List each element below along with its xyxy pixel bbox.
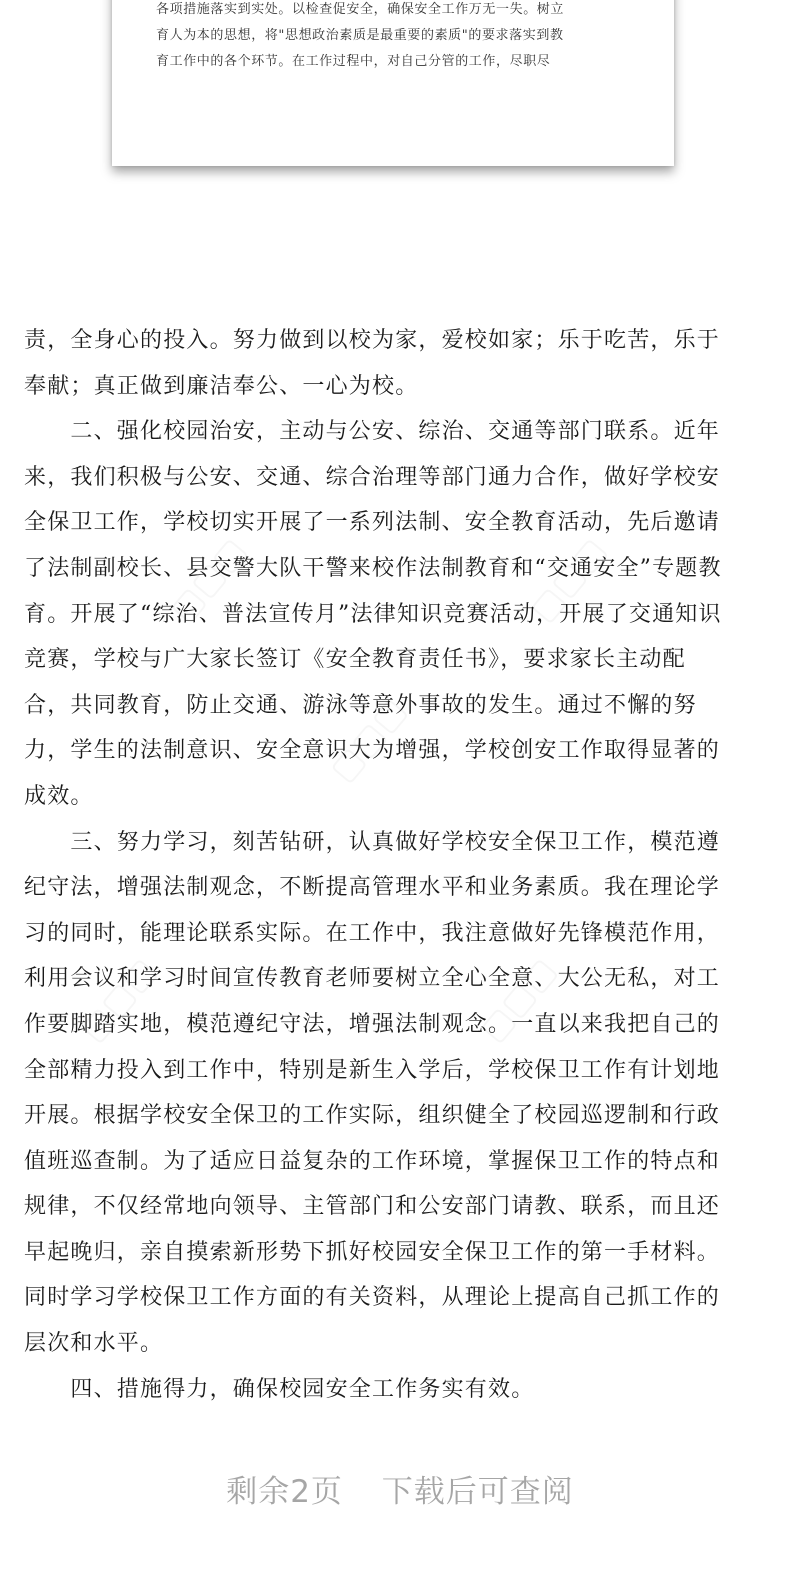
body-line: 来，我们积极与公安、交通、综合治理等部门通力合作，做好学校安 [24,464,721,490]
body-line: 合，共同教育，防止交通、游泳等意外事故的发生。通过不懈的努 [24,692,697,718]
body-line: 全保卫工作，学校切实开展了一系列法制、安全教育活动，先后邀请 [24,510,721,536]
body-line: 习的同时，能理论联系实际。在工作中，我注意做好先锋模范作用， [24,920,721,946]
download-to-view-label: 下载后可查阅 [381,1474,574,1510]
body-line: 奉献；真正做到廉洁奉公、一心为校。 [24,373,419,399]
body-line: 作要脚踏实地，模范遵纪守法，增强法制观念。一直以来我把自己的 [24,1011,721,1037]
body-line: 了法制副校长、县交警大队干警来校作法制教育和“交通安全”专题教 [24,555,722,581]
preview-line: 各项措施落实到实处。以检查促安全，确保安全工作万无一失。树立 [156,2,565,17]
body-line: 值班巡查制。为了适应日益复杂的工作环境，掌握保卫工作的特点和 [24,1148,721,1174]
body-line: 利用会议和学习时间宣传教育老师要树立全心全意、大公无私，对工 [24,966,721,992]
document-body [24,318,768,1412]
body-line: 规律，不仅经常地向领导、主管部门和公安部门请教、联系，而且还 [24,1194,721,1220]
remaining-pages-label: 剩余2页 [226,1474,343,1510]
download-prompt[interactable] [0,1466,800,1511]
preview-line: 育工作中的各个环节。在工作过程中，对自己分管的工作，尽职尽 [156,54,551,69]
body-line: 力，学生的法制意识、安全意识大为增强，学校创安工作取得显著的 [24,738,721,764]
watermark-graphic: ▢▢▢ [521,530,615,630]
preview-text [156,0,636,75]
body-line: 纪守法，增强法制观念，不断提高管理水平和业务素质。我在理论学 [24,875,721,901]
watermark-graphic: ▢▢▢ [161,530,255,630]
body-line: 二、强化校园治安，主动与公安、综治、交通等部门联系。近年 [24,419,721,445]
watermark-graphic: ▢▢▢ [321,690,415,790]
body-line: 三、努力学习，刻苦钻研，认真做好学校安全保卫工作，模范遵 [24,829,721,855]
body-line: 成效。 [24,783,94,809]
body-line: 全部精力投入到工作中，特别是新生入学后，学校保卫工作有计划地 [24,1057,721,1083]
body-line: 育。开展了“综治、普法宣传月”法律知识竞赛活动，开展了交通知识 [24,601,722,627]
watermark-graphic: ▢▢▢ [71,950,165,1050]
body-line: 责，全身心的投入。努力做到以校为家，爱校如家；乐于吃苦，乐于 [24,328,721,353]
body-line: 开展。根据学校安全保卫的工作实际，组织健全了校园巡逻制和行政 [24,1103,721,1129]
body-line: 早起晚归，亲自摸索新形势下抓好校园安全保卫工作的第一手材料。 [24,1239,721,1265]
body-line: 四、措施得力，确保校园安全工作务实有效。 [24,1376,535,1402]
body-line: 竞赛，学校与广大家长签订《安全教育责任书》，要求家长主动配 [24,647,686,673]
body-line: 层次和水平。 [24,1331,164,1357]
preview-line: 育人为本的思想，将"思想政治素质是最重要的素质"的要求落实到教 [156,28,564,43]
preview-page-card [112,0,674,166]
watermark-graphic: ▢▢▢ [471,950,565,1050]
body-line: 同时学习学校保卫工作方面的有关资料，从理论上提高自己抓工作的 [24,1285,721,1311]
